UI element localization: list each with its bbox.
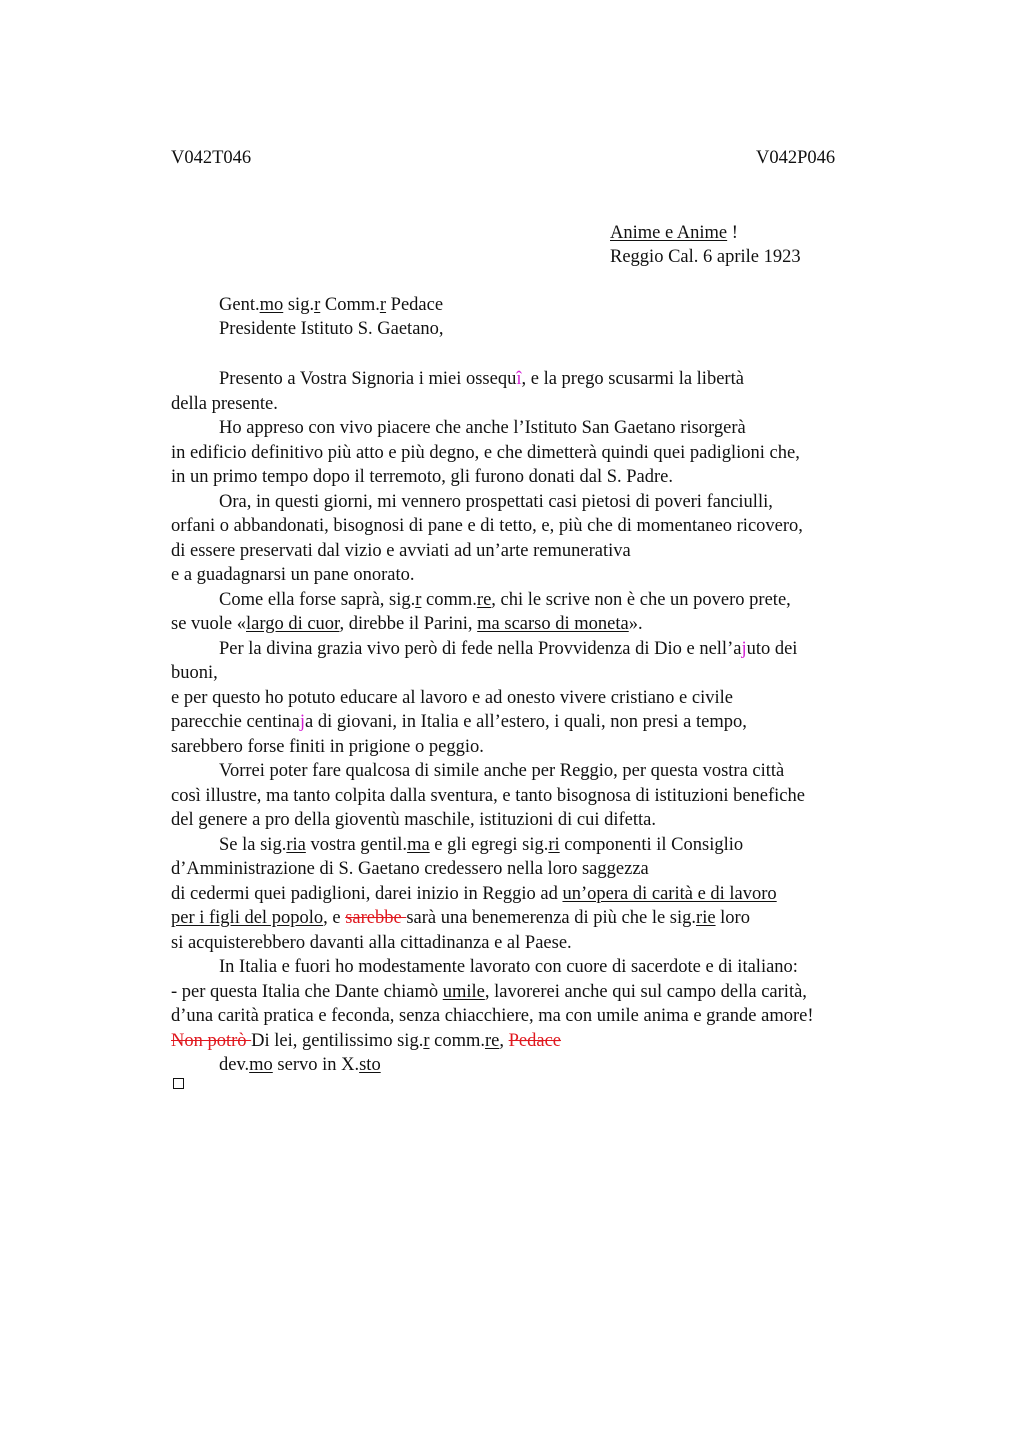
text-line: si acquisterebbero davanti alla cittadinanza e al Paese. — [171, 932, 572, 953]
text-line: e a guadagnarsi un pane onorato. — [171, 565, 415, 585]
text-line: in un primo tempo dopo il terremoto, gli furono donati dal S. Padre. — [171, 467, 673, 487]
text-line: d’una carità pratica e feconda, senza chiacchiere, ma con umile anima e grande amore! — [171, 1006, 814, 1026]
editorial-insertion: j — [741, 638, 747, 659]
text-run: di cedermi quei padiglioni, darei inizio in Reggio ad — [171, 883, 563, 904]
text-run: , e — [323, 908, 346, 928]
text-run: , e la prego scusarmi la libertà — [521, 369, 744, 389]
text-line — [171, 882, 911, 907]
text-run: e gli egregi sig. — [429, 834, 549, 855]
text-run: servo in X. — [272, 1055, 360, 1075]
letter-body — [171, 367, 911, 1078]
abbreviation: mo — [249, 1055, 273, 1075]
text-run: , direbbe il Parini, — [339, 614, 478, 634]
letter-heading — [610, 221, 801, 269]
text-line: Vorrei poter fare qualcosa di simile anche per Reggio, per questa vostra città — [219, 761, 785, 781]
text-run: , lavorerei anche qui sul campo della carità, — [484, 981, 807, 1002]
text-run: Comm. — [320, 295, 380, 315]
abbreviation: r — [314, 295, 321, 315]
place-date: Reggio Cal. 6 aprile 1923 — [610, 247, 801, 267]
abbreviation: re — [485, 1030, 500, 1051]
underlined-word: umile — [442, 981, 485, 1002]
text-line — [171, 612, 911, 637]
text-run: ». — [628, 614, 643, 634]
text-run: comm. — [421, 589, 477, 610]
text-line: in edificio definitivo più atto e più degno, e che dimetterà quindi quei padiglioni che, — [171, 442, 800, 463]
text-run: Come ella forse saprà, sig. — [219, 589, 416, 610]
text-line: della presente. — [171, 393, 278, 414]
abbreviation: ri — [548, 834, 560, 855]
text-line: orfani o abbandonati, bisognosi di pane e di tetto, e, più che di momentaneo ricovero, — [171, 516, 803, 536]
text-run: Gent. — [219, 295, 260, 315]
text-line — [171, 833, 911, 858]
text-run: loro — [715, 908, 750, 928]
addressee-line — [219, 293, 444, 317]
text-line: sarebbero forse finiti in prigione o peggio. — [171, 736, 484, 757]
addressee-title: Presidente Istituto S. Gaetano, — [219, 319, 444, 339]
underlined-phrase: un’opera di carità e di lavoro — [562, 883, 777, 904]
text-line: In Italia e fuori ho modestamente lavorato con cuore di sacerdote e di italiano: — [219, 957, 798, 977]
abbreviation: ria — [286, 834, 306, 855]
text-run: , chi le scrive non è che un povero prete, — [491, 589, 791, 610]
text-run: Pedace — [386, 295, 444, 315]
text-run: , — [499, 1030, 509, 1051]
abbreviation: ma — [407, 834, 430, 855]
text-run: uto dei — [746, 638, 798, 659]
text-run: vostra gentil. — [305, 834, 408, 855]
deleted-text: Non potrò — [171, 1030, 252, 1051]
deleted-text: Pedace — [508, 1030, 562, 1051]
text-line: di essere preservati dal vizio e avviati ad un’arte remunerativa — [171, 540, 631, 561]
text-run: - per questa Italia che Dante chiamò — [171, 981, 443, 1002]
text-run: sarà una benemerenza di più che le sig. — [406, 908, 697, 928]
text-run: Di lei, gentilissimo sig. — [251, 1030, 424, 1051]
text-line: d’Amministrazione di S. Gaetano credessero nella loro saggezza — [171, 859, 649, 879]
text-line — [171, 906, 911, 931]
text-line: così illustre, ma tanto colpita dalla sventura, e tanto bisognosa di istituzioni benefiche — [171, 785, 805, 806]
text-run: Presento a Vostra Signoria i miei ossequ — [219, 369, 517, 389]
abbreviation: r — [423, 1030, 430, 1051]
title-suffix: ! — [727, 223, 738, 243]
text-run: comm. — [429, 1030, 485, 1051]
text-line — [171, 710, 911, 735]
abbreviation: r — [415, 589, 422, 610]
text-run: componenti il Consiglio — [559, 834, 744, 855]
title-text: Anime e Anime — [610, 223, 728, 243]
text-line — [171, 367, 911, 392]
underlined-quote: ma scarso di moneta — [477, 614, 629, 634]
underlined-quote: largo di cuor — [246, 614, 340, 634]
editorial-insertion: j — [299, 712, 306, 732]
signature-line — [171, 1053, 911, 1078]
editorial-insertion: î — [516, 369, 522, 389]
text-run: dev. — [219, 1055, 250, 1075]
text-line: del genere a pro della gioventù maschile, istituzioni di cui difetta. — [171, 810, 656, 830]
text-line: buoni, — [171, 663, 218, 683]
document-reference-right: V042P046 — [756, 148, 836, 168]
abbreviation: mo — [259, 295, 284, 315]
deleted-text: sarebbe — [345, 908, 407, 928]
text-line — [171, 980, 911, 1005]
underlined-phrase: per i figli del popolo — [171, 908, 324, 928]
text-line — [171, 637, 911, 662]
text-run: Per la divina grazia vivo però di fede nella Provvidenza di Dio e nell’a — [219, 638, 742, 659]
abbreviation: sto — [359, 1055, 381, 1075]
text-run: se vuole « — [171, 614, 247, 634]
abbreviation: r — [379, 295, 387, 315]
abbreviation: rie — [696, 908, 716, 928]
text-run: sig. — [283, 295, 315, 315]
text-line: Ho appreso con vivo piacere che anche l’Istituto San Gaetano risorgerà — [219, 418, 746, 438]
text-run: parecchie centina — [171, 712, 300, 732]
checkbox-square-icon — [173, 1078, 184, 1089]
abbreviation: re — [476, 589, 492, 610]
text-line — [171, 588, 911, 613]
letter-title — [610, 221, 801, 245]
document-reference-left: V042T046 — [171, 148, 252, 168]
text-line: e per questo ho potuto educare al lavoro e ad onesto vivere cristiano e civile — [171, 687, 733, 708]
text-run: Se la sig. — [219, 834, 287, 855]
text-run: a di giovani, in Italia e all’estero, i quali, non presi a tempo, — [305, 712, 747, 732]
addressee-block — [219, 293, 444, 341]
text-line: Ora, in questi giorni, mi vennero prospettati casi pietosi di poveri fanciulli, — [219, 491, 773, 512]
closing-line — [171, 1029, 911, 1054]
